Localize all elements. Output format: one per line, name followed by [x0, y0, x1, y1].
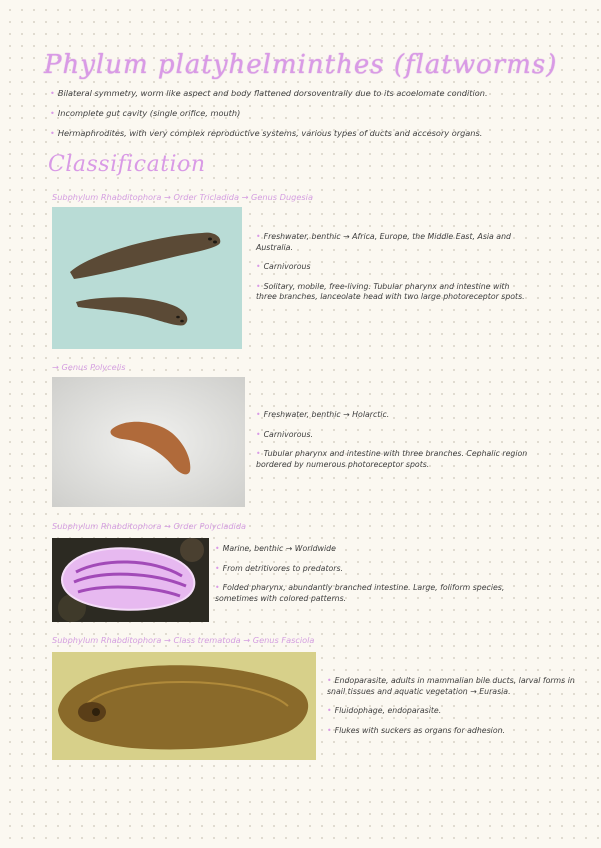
list-item: • Carnivorous. — [256, 429, 313, 439]
section-subtitle-polycladida: Subphylum Rhabditophora → Order Polycladida — [52, 521, 247, 531]
list-item: • Carnivorous — [256, 262, 311, 271]
list-item: • Marine, benthic → Worldwide — [215, 544, 336, 553]
polyclad-photo — [52, 538, 209, 622]
list-item: • Endoparasite, adults in mammalian bile ducts, larval forms in snail tissues and aquatic vegetation → Eurasia. — [327, 676, 575, 696]
bullet-icon: • — [50, 88, 55, 98]
polycladida-description — [215, 544, 535, 613]
classification-heading: Classification — [48, 152, 206, 177]
intro-item: • Hermaphrodites, with very complex reproductive systems, various types of ducts and accesory organs. — [50, 128, 483, 138]
section-subtitle-fasciola: Subphylum Rhabditophora → Class trematoda → Genus Fasciola — [52, 635, 315, 645]
list-item: • Freshwater, benthic → Holarctic. — [256, 410, 390, 419]
page-title: Phylum platyhelminthes (flatworms) — [44, 50, 558, 80]
intro-list — [50, 88, 570, 148]
polycelis-photo — [52, 377, 245, 507]
intro-item: • Incomplete gut cavity (single orifice, mouth) — [50, 108, 241, 118]
list-item: • Fluidophage, endoparasite. — [327, 706, 442, 715]
section-subtitle-dugesia: Subphylum Rhabditophora → Order Tricladida → Genus Dugesia — [52, 192, 313, 202]
fasciola-photo — [52, 652, 316, 760]
section-subtitle-polycelis: → Genus Polycelis — [52, 362, 126, 372]
intro-item: • Bilateral symmetry, worm like aspect and body flattened dorsoventrally due to its acoelomate condition. — [50, 88, 488, 98]
fasciola-description — [327, 676, 577, 745]
list-item: • Solitary, mobile, free-living. Tubular pharynx and intestine with three branches, lanceolate head with two large photoreceptor spots. — [256, 281, 525, 301]
bullet-icon: • — [50, 128, 55, 138]
dugesia-description — [256, 232, 531, 312]
list-item: • Flukes with suckers as organs for adhesion. — [327, 725, 506, 735]
polycelis-description — [256, 410, 531, 479]
dugesia-photo — [52, 207, 242, 349]
list-item: • Folded pharynx, abundantly branched intestine. Large, foliform species, sometimes with colored patterns. — [215, 583, 505, 603]
list-item: • From detritivores to predators. — [215, 563, 344, 573]
bullet-icon: • — [50, 108, 55, 118]
list-item: • Freshwater, benthic → Africa, Europe, the Middle East, Asia and Australia. — [256, 232, 511, 252]
list-item: • Tubular pharynx and intestine with three branches. Cephalic region bordered by numerous photoreceptor spots. — [256, 449, 528, 469]
